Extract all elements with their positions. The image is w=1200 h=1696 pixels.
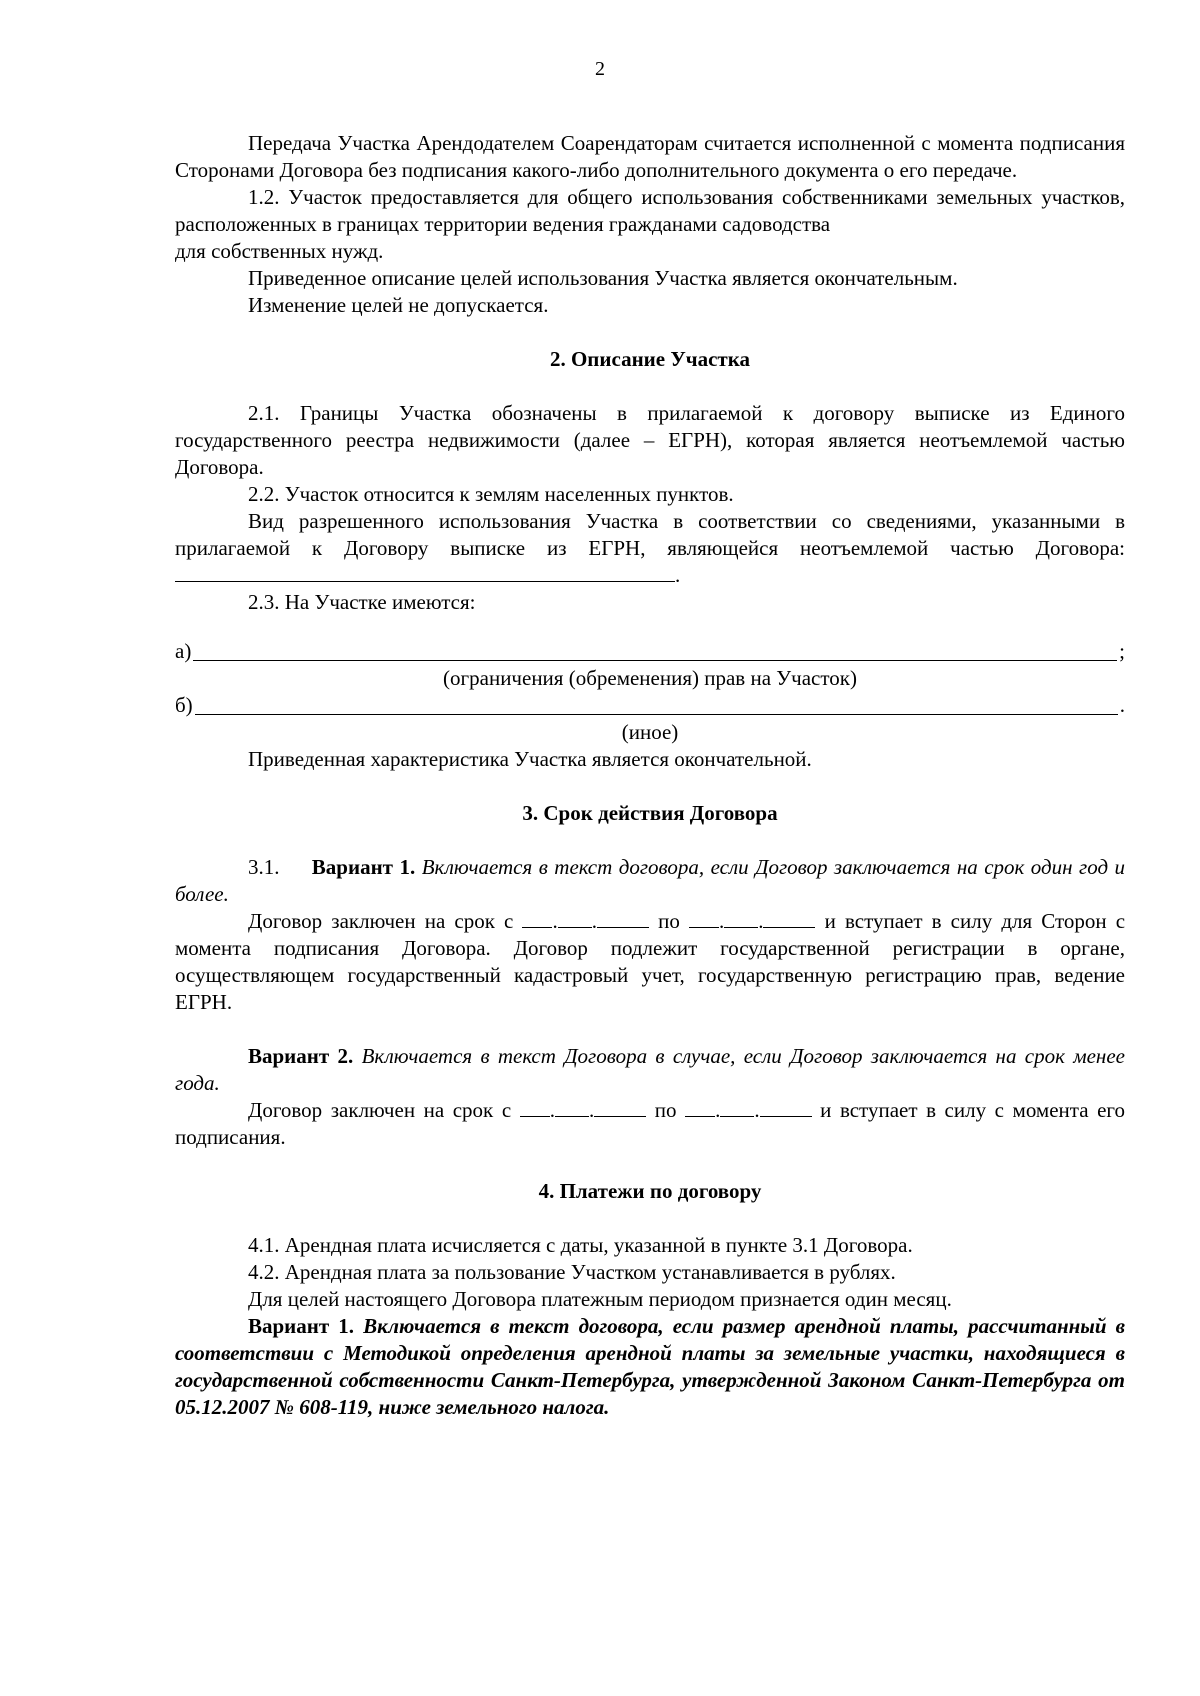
vid-end: . xyxy=(675,563,681,587)
date2-to-month-field[interactable] xyxy=(720,1098,754,1117)
paragraph-1-2: 1.2. Участок предоставляется для общего использования собственниками земельных участков, расположенных в границах территории ведения гражданами садоводства xyxy=(175,185,1125,236)
paragraph-4-2: 4.2. Арендная плата за пользование Участком устанавливается в рублях. xyxy=(248,1260,896,1284)
paragraph-period: Для целей настоящего Договора платежным периодом признается один месяц. xyxy=(248,1287,952,1311)
variant-1-label: Вариант 1. xyxy=(311,855,416,879)
blank-a-field[interactable] xyxy=(193,640,1117,661)
paragraph-variant-2 xyxy=(175,1043,1125,1097)
date-dot: . xyxy=(718,909,725,933)
variant-1-text: Включается в текст договора, если Договор заключается на срок один год и более. xyxy=(175,855,1126,906)
term-2-prefix: Договор заключен на срок с xyxy=(248,1098,512,1122)
date2-from-day-field[interactable] xyxy=(520,1098,550,1117)
variant-2-label: Вариант 2. xyxy=(248,1044,354,1068)
clause-3-1-number: 3.1. xyxy=(248,855,280,879)
paragraph-term-1 xyxy=(175,908,1125,1016)
date-dot: . xyxy=(549,1098,555,1122)
date-dot: . xyxy=(588,1098,595,1122)
paragraph-no-change: Изменение целей не допускается. xyxy=(248,293,549,317)
section-heading-4: 4. Платежи по договору xyxy=(538,1179,762,1203)
paragraph-2-2: 2.2. Участок относится к землям населенных пунктов. xyxy=(248,482,734,506)
date-dot: . xyxy=(591,909,597,933)
page-number: 2 xyxy=(595,58,605,80)
date-from-day-field[interactable] xyxy=(522,909,552,928)
line-a xyxy=(175,638,1125,665)
vid-blank-field[interactable] xyxy=(175,563,675,582)
date2-from-year-field[interactable] xyxy=(594,1098,646,1117)
section-heading-3: 3. Срок действия Договора xyxy=(522,801,778,825)
date2-from-month-field[interactable] xyxy=(555,1098,589,1117)
date-to-year-field[interactable] xyxy=(763,909,815,928)
term-2-suffix: и вступает в силу с момента его подписания. xyxy=(175,1098,1125,1149)
blank-b-field[interactable] xyxy=(195,694,1118,715)
payment-variant-1-text: Включается в текст договора, если размер арендной платы, рассчитанный в соответствии с Методикой определения арендной платы за земельные участки, находящиеся в государственной собственности Санкт-Петербурга, утвержденной Законом Санкт-Петербурга от 05.12.2007 № 608-119, ниже земельного налога. xyxy=(175,1314,1126,1419)
paragraph-vid xyxy=(175,508,1125,589)
paragraph-2-3: 2.3. На Участке имеются: xyxy=(248,590,476,614)
section-heading-2: 2. Описание Участка xyxy=(549,347,751,371)
date-from-year-field[interactable] xyxy=(597,909,649,928)
document-body xyxy=(175,130,1125,1421)
paragraph-3-1-variant-1 xyxy=(175,854,1125,908)
caption-b: (иное) xyxy=(621,720,679,744)
date-dot: . xyxy=(754,1098,760,1122)
paragraph-desc-final: Приведенное описание целей использования Участка является окончательным. xyxy=(248,266,958,290)
paragraph-transfer: Передача Участка Арендодателем Соарендаторам считается исполненной с момента подписания Сторонами Договора без подписания какого-либо дополнительного документа о его передаче. xyxy=(175,131,1125,182)
variant-2-text: Включается в текст Договора в случае, если Договор заключается на срок менее года. xyxy=(175,1044,1125,1095)
vid-text: Вид разрешенного использования Участка в соответствии со сведениями, указанными в прилагаемой к Договору выписке из ЕГРН, являющейся неотъемлемой частью Договора: xyxy=(175,509,1125,560)
paragraph-term-2 xyxy=(175,1097,1125,1151)
term-1-suffix: и вступает в силу для Сторон с момента подписания Договора. Договор подлежит государственной регистрации в органе, осуществляющем государственный кадастровый учет, государственную регистрацию прав, ведение ЕГРН. xyxy=(175,909,1126,1014)
paragraph-payment-variant-1 xyxy=(175,1313,1125,1421)
paragraph-2-1: 2.1. Границы Участка обозначены в прилагаемой к договору выписке из Единого государственного реестра недвижимости (далее – ЕГРН), которая является неотъемлемой частью Договора. xyxy=(175,401,1125,479)
date2-to-day-field[interactable] xyxy=(685,1098,715,1117)
label-b: б) xyxy=(175,693,193,717)
end-a: ; xyxy=(1119,639,1125,663)
term-1-to: по xyxy=(658,909,680,933)
caption-a: (ограничения (обременения) прав на Участок) xyxy=(443,666,857,690)
line-b xyxy=(175,692,1125,719)
payment-variant-1-label: Вариант 1. xyxy=(248,1314,355,1338)
label-a: а) xyxy=(175,639,192,663)
term-2-to: по xyxy=(654,1098,677,1122)
date2-to-year-field[interactable] xyxy=(760,1098,812,1117)
paragraph-1-2-cont: для собственных нужд. xyxy=(175,239,384,263)
date-dot: . xyxy=(552,909,558,933)
date-dot: . xyxy=(715,1098,721,1122)
end-b: . xyxy=(1119,693,1125,717)
paragraph-4-1: 4.1. Арендная плата исчисляется с даты, указанной в пункте 3.1 Договора. xyxy=(248,1233,913,1257)
date-to-month-field[interactable] xyxy=(724,909,758,928)
date-dot: . xyxy=(758,909,764,933)
date-from-month-field[interactable] xyxy=(558,909,592,928)
paragraph-char-final: Приведенная характеристика Участка является окончательной. xyxy=(248,747,812,771)
term-1-prefix: Договор заключен на срок с xyxy=(248,909,514,933)
date-to-day-field[interactable] xyxy=(689,909,719,928)
